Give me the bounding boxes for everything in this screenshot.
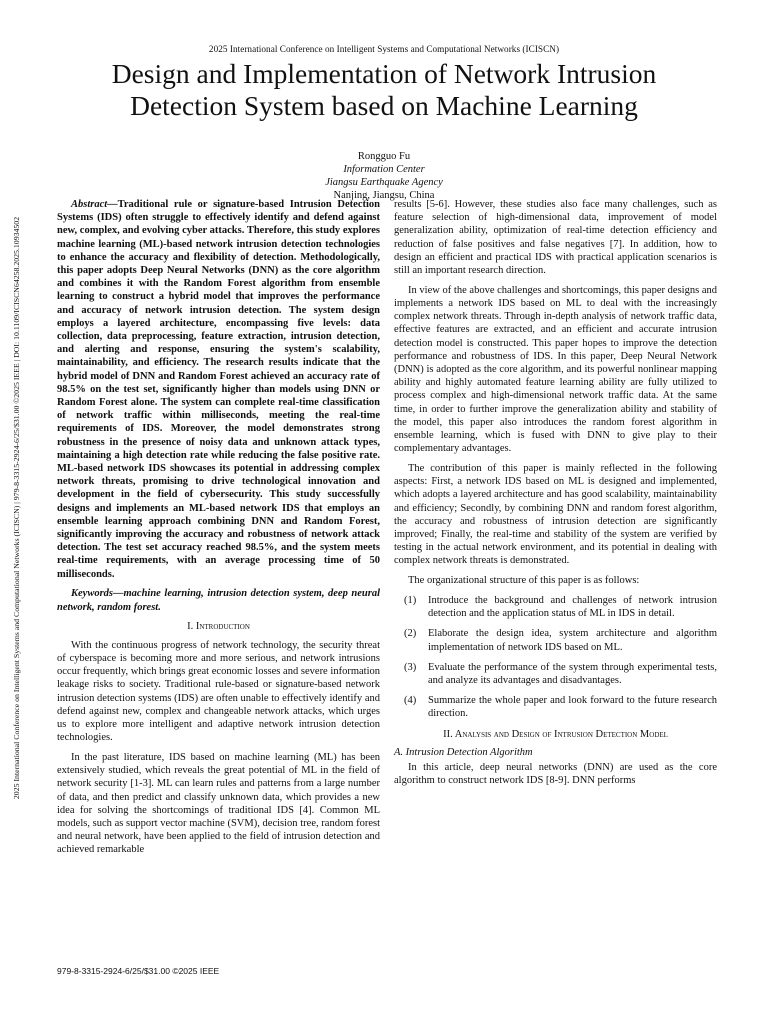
- abstract: [57, 198, 380, 581]
- section2-paragraph: In this article, deep neural networks (DNN) are used as the core algorithm to construct network IDS [8-9]. DNN performs: [394, 762, 717, 787]
- right-paragraph-1: results [5-6]. However, these studies also face many challenges, such as feature selection of high-dimensional data, improvement of model generalization ability, optimization of real-time detection efficiency and reduction of false positives and false negatives [7]. In addition, how to design an efficient and practical IDS with practical application scenarios is still an important research direction.: [394, 199, 717, 277]
- abstract-label: Abstract—: [71, 199, 118, 210]
- title-line-2: Detection System based on Machine Learning: [130, 90, 638, 121]
- right-paragraph-4: The organizational structure of this paper is as follows:: [408, 575, 640, 587]
- right-paragraph-2: In view of the above challenges and shortcomings, this paper designs and implements a network IDS based on ML to deal with the increasingly complex network threats. Through in-depth analysis of network traffic data, effective features are extracted, and an efficient and accurate intrusion detection model is constructed. This paper hopes to improve the detection performance and robustness of IDS. In this paper, Deep Neural Network (DNN) is adopted as the core algorithm, and its powerful nonlinear mapping ability and highly automated feature learning ability are fully utilized to process complex and high-dimensional network traffic data. At the same time, in order to further improve the generalization ability and stability of the model, this paper also introduces the random forest algorithm in ensemble learning, which is fused with DNN to give play to their complementary advantages.: [394, 284, 717, 455]
- author-location: Nanjing, Jiangsu, China: [333, 190, 435, 201]
- subsection-heading-algorithm: A. Intrusion Detection Algorithm: [394, 746, 533, 758]
- list-item-number: (4): [404, 695, 417, 707]
- conference-header: 2025 International Conference on Intelligent Systems and Computational Networks (ICISCN): [208, 44, 560, 54]
- intro-paragraph-2: In the past literature, IDS based on machine learning (ML) has been extensively studied, which reveals the great potential of ML in the field of network security [1-3]. ML can learn rules and patterns from a large number of data, and then predict and classify unknown data, which provides a new idea for solving the shortcomings of traditional IDS [4]. Common ML models, such as support vector machine (SVM), decision tree, random forest and neural network, have been applied to the field of intrusion detection and achieved remarkable: [57, 751, 380, 856]
- list-item-text: Evaluate the performance of the system through experimental tests, and analyze its advantages and disadvantages.: [428, 661, 717, 687]
- author-organization: Jiangsu Earthquake Agency: [325, 177, 443, 188]
- keywords-label: Keywords—: [71, 588, 124, 600]
- copyright-footer: 979-8-3315-2924-6/25/$31.00 ©2025 IEEE: [57, 966, 220, 976]
- list-item-text: Summarize the whole paper and look forward to the future research direction.: [428, 695, 717, 720]
- list-item-number: (1): [404, 595, 417, 607]
- list-item: [394, 627, 717, 653]
- list-item-number: (3): [404, 661, 417, 673]
- organization-list: [394, 594, 717, 721]
- list-item-text: Introduce the background and challenges of network intrusion detection and the application status of ML in IDS in detail.: [428, 595, 717, 620]
- title-line-1: Design and Implementation of Network Intrusion: [111, 58, 657, 89]
- section-heading-analysis-design: II. Analysis and Design of Intrusion Detection Model: [443, 728, 668, 740]
- list-item: [394, 661, 717, 687]
- right-column: [394, 198, 717, 794]
- list-item: [394, 694, 717, 720]
- list-item: [394, 594, 717, 620]
- paper-title: [40, 58, 728, 122]
- author-name: Rongguo Fu: [357, 151, 411, 162]
- list-item-number: (2): [404, 628, 417, 640]
- author-block: [0, 150, 768, 202]
- author-department: Information Center: [343, 164, 425, 175]
- abstract-text: Traditional rule or signature-based Intrusion Detection Systems (IDS) often struggle to effectively identify and defend against new, complex, and evolving cyber attacks. Therefore, this study explores machine learning (ML)-based network intrusion detection technologies to enhance the accuracy and flexibility of detection. Methodologically, this paper adopts Deep Neural Networks (DNN) as the core algorithm and combines it with the Random Forest algorithm from ensemble learning to construct a hybrid model that improves the performance and accuracy of network intrusion detection. The system design employs a layered architecture, encompassing five levels: data collection, data preprocessing, feature extraction, intrusion detection, and alerting and response, ensuring the system's scalability, maintainability, and efficiency. The research results indicate that the hybrid model of DNN and Random Forest achieved an accuracy rate of 98.5% on the test set, significantly higher than models using DNN or Random Forest alone. The system can complete real-time classification of network traffic within milliseconds, meeting the real-time requirements of IDS. Moreover, the model demonstrates strong robustness in the presence of noisy data and unknown attack types, maintaining a high detection rate while reducing the false positive rate. ML-based network IDS showcases its potential in addressing complex network threats, promising to drive technological innovation and development in the field of cybersecurity. This study successfully designs and implements an ML-based network IDS that employs an ensemble learning approach combining DNN and Random Forest, significantly improving the accuracy and robustness of network attack detection. The test set accuracy reached 98.5%, and the system meets real-time requirements, with an average processing time of 50 milliseconds.: [57, 199, 380, 580]
- section-heading-introduction: I. Introduction: [187, 621, 250, 633]
- list-item-text: Elaborate the design idea, system architecture and algorithm implementation of network IDS based on ML.: [428, 628, 717, 653]
- side-identifier: 2025 International Conference on Intelligent Systems and Computational Networks (ICISCN) | 979-8-3315-2924-6/25/$31.00 ©2025 IEEE | DOI: 10.1109/ICISCN64258.2025.10934502: [12, 216, 21, 800]
- left-column: [57, 198, 380, 863]
- intro-paragraph-1: With the continuous progress of network technology, the security threat of cyberspace is becoming more and more serious, and network intrusions occur frequently, which brings great economic losses and severe information leakage risks to society. Traditional rule-based or signature-based network intrusion detection systems (IDS) are often unable to effectively identify and defend against new, complex and changeable network attacks, which urges us to explore more intelligent and adaptive network intrusion detection technologies.: [57, 639, 380, 744]
- keywords-text: machine learning, intrusion detection system, deep neural network, random forest.: [57, 588, 380, 613]
- right-paragraph-3: The contribution of this paper is mainly reflected in the following aspects: First, a network IDS based on ML is designed and implemented, which adopts a layered architecture and has good scalability, maintainability and efficiency; Secondly, by combining DNN and random forest algorithm, the accuracy and robustness of intrusion detection are significantly improved; Finally, the real-time and stability of the system are verified by testing in the actual network environment, and its potential in dealing with complex network threats is demonstrated.: [394, 463, 717, 567]
- keywords: [57, 587, 380, 613]
